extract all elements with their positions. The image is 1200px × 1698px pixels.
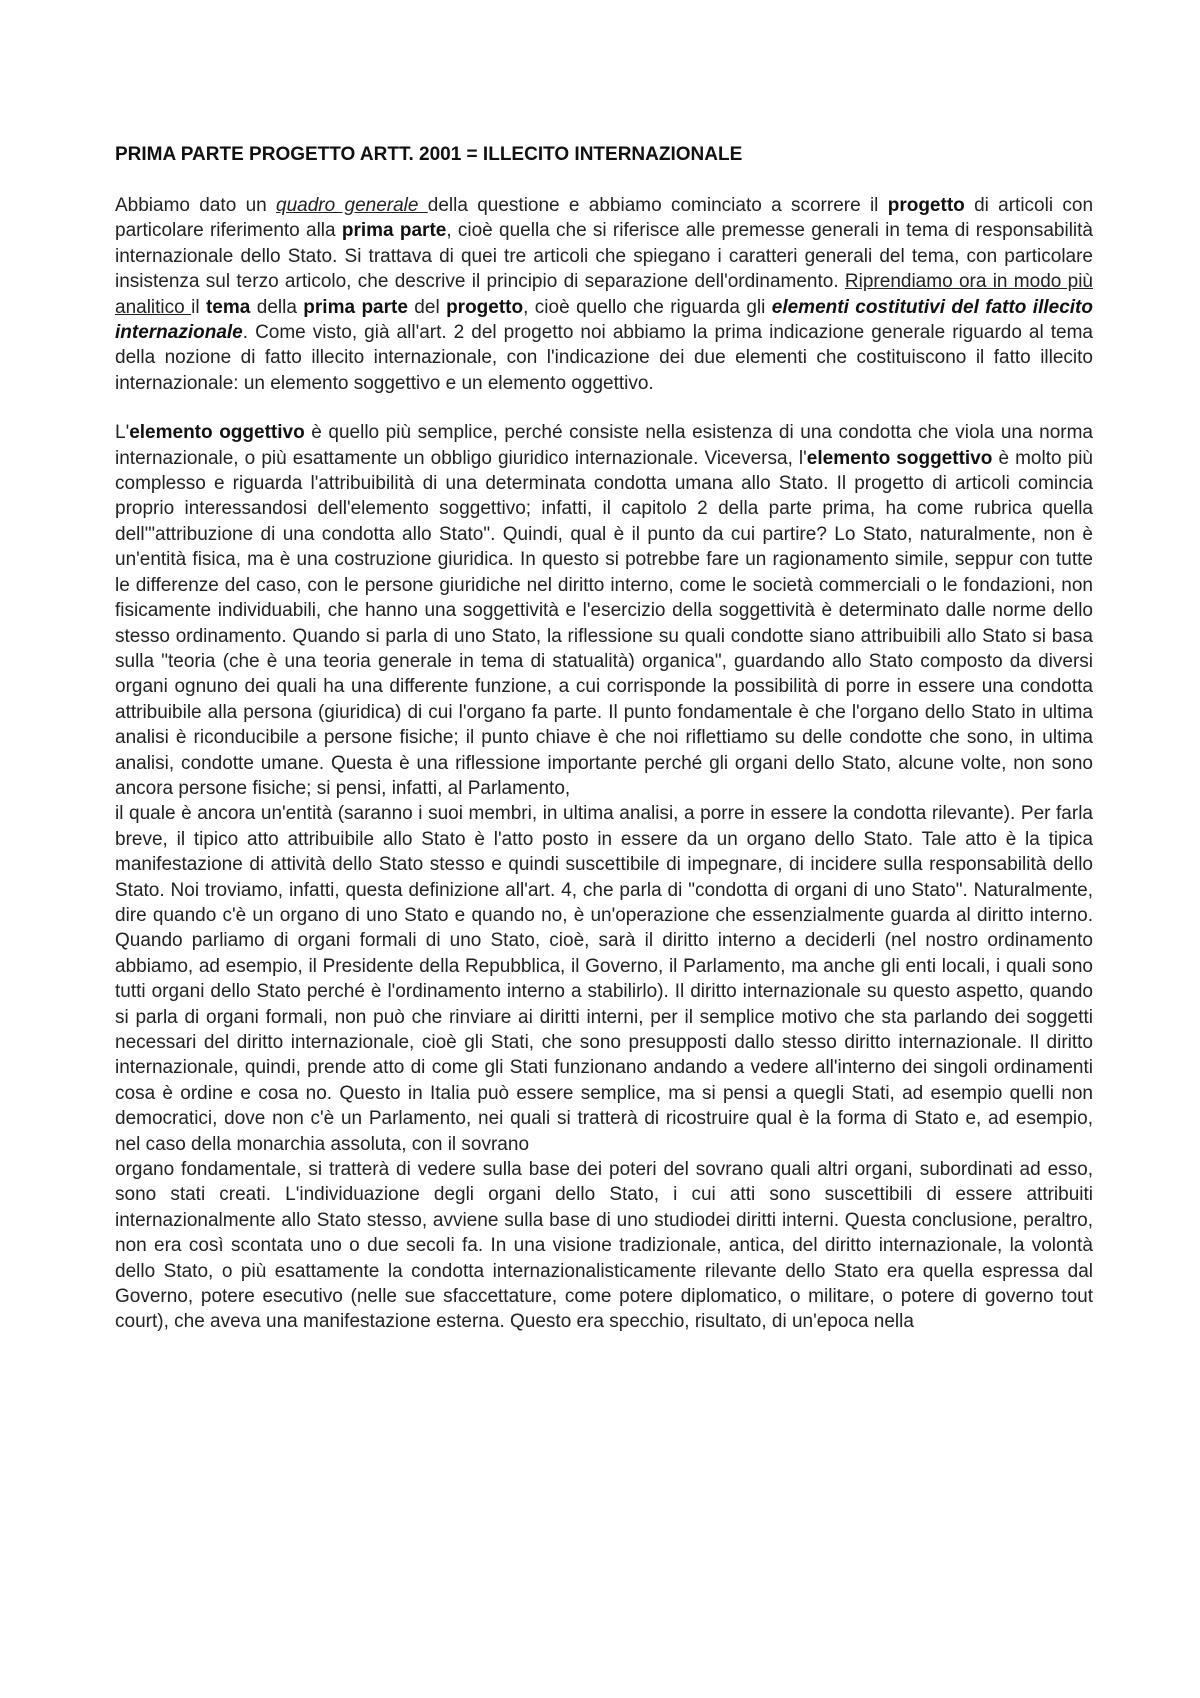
text-segment: prima parte (303, 296, 408, 318)
text-segment: è quello più semplice, perché consiste nella esistenza di una condotta che viola una norma internazionale, o più esattamente un obbligo giuridico internazionale. Viceversa, l' (115, 422, 1093, 469)
text-segment: della questione e abbiamo cominciato a scorrere il (427, 195, 888, 216)
paragraph-3 (115, 801, 1093, 1157)
text-segment: Riprendiamo ora in modo più analitico (115, 271, 1094, 318)
text-segment: tema (205, 296, 251, 318)
text-segment: organo fondamentale, si tratterà di vedere sulla base dei poteri del sovrano quali altri organi, subordinati ad esso, sono stati creati. L'individuazione degli organi dello Stato, i cui atti sono suscettibili di essere attribuiti internazionalmente allo Stato stesso, avviene sulla base di uno studiodei diritti interni. Questa conclusione, peraltro, non era così scontata uno o due secoli fa. In una visione tradizionale, antica, del diritto internazionale, la volontà dello Stato, o più esattamente la condotta internazionalisticamente rilevante dello Stato era quella espressa dal Governo, potere esecutivo (nelle sue sfaccettature, come potere diplomatico, o militare, o potere di governo tout court), che aveva una manifestazione esterna. Questo era specchio, risultato, di un'epoca nella (115, 1159, 1093, 1333)
text-segment: , cioè quella che si riferisce alle premesse generali in tema di responsabilità internazionale dello Stato. Si trattava di quei tre articoli che spiegano i caratteri generali del tema, con particolare insistenza sul terzo articolo, che descrive il principio di separazione dell'ordinamento. (115, 220, 1093, 293)
text-segment: il quale è ancora un'entità (saranno i suoi membri, in ultima analisi, a porre in essere la condotta rilevante). Per farla breve, il tipico atto attribuibile allo Stato è l'atto posto in essere da un organo dello Stato. Tale atto è la tipica manifestazione di attività dello Stato stesso e quindi suscettibile di impegnare, di incidere sulla responsabilità dello Stato. Noi troviamo, infatti, questa definizione all'art. 4, che parla di "condotta di organi di uno Stato". Naturalmente, dire quando c'è un organo di uno Stato e quando no, è un'operazione che essenzialmente guarda al diritto interno. Quando parliamo di organi formali di uno Stato, cioè, sarà il diritto interno a deciderli (nel nostro ordinamento abbiamo, ad esempio, il Presidente della Repubblica, il Governo, il Parlamento, ma anche gli enti locali, i quali sono tutti organi dello Stato perché è l'ordinamento interno a stabilirlo). Il diritto internazionale su questo aspetto, quando si parla di organi formali, non può che rinviare ai diritti interni, per il semplice motivo che sta parlando dei soggetti necessari del diritto internazionale, cioè gli Stati, che sono presupposti dallo stesso diritto internazionale. Il diritto internazionale, quindi, prende atto di come gli Stati funzionano andando a vedere all'interno dei singoli ordinamenti cosa è ordine e cosa no. Questo in Italia può essere semplice, ma si pensi a quegli Stati, ad esempio quelli non democratici, dove non c'è un Parlamento, nei quali si tratterà di ricostruire qual è la forma di Stato e, ad esempio, nel caso della monarchia assoluta, con il sovrano (115, 803, 1093, 1155)
document-body (115, 142, 1093, 1335)
text-segment: Abbiamo dato un (115, 195, 277, 216)
text-segment: quadro generale (276, 195, 428, 216)
text-segment: il (191, 296, 206, 318)
text-segment: . Come visto, già all'art. 2 del progetto noi abbiamo la prima indicazione generale riguardo al tema della nozione di fatto illecito internazionale, con l'indicazione dei due elementi che costituiscono il fatto illecito internazionale: un elemento soggettivo e un elemento oggettivo. (115, 322, 1093, 394)
paragraph-1 (115, 193, 1093, 396)
text-segment: elemento oggettivo (129, 422, 305, 444)
text-segment: di articoli con particolare riferimento alla (115, 195, 1094, 242)
text-segment: progetto (887, 195, 965, 216)
text-segment: progetto (446, 296, 524, 318)
text-segment: elementi costitutivi del fatto illecito internazionale (115, 296, 1093, 344)
paragraph-2 (115, 420, 1093, 801)
text-segment: , cioè quello che riguarda gli (523, 296, 772, 318)
paragraph-4 (115, 1157, 1093, 1335)
text-segment: prima parte (341, 220, 447, 242)
document-title: PRIMA PARTE PROGETTO ARTT. 2001 = ILLECITO INTERNAZIONALE (115, 144, 743, 165)
text-segment: L' (115, 422, 130, 444)
text-segment: della (250, 296, 304, 318)
text-segment: è molto più complesso e riguarda l'attribuibilità di una determinata condotta umana allo Stato. Il progetto di articoli comincia proprio interessandosi dell'elemento soggettivo; infatti, il capitolo 2 della parte prima, ha come rubrica quella dell'"attribuzione di una condotta allo Stato". Quindi, qual è il punto da cui partire? Lo Stato, naturalmente, non è un'entità fisica, ma è una costruzione giuridica. In questo si potrebbe fare un ragionamento simile, seppur con tutte le differenze del caso, con le persone giuridiche nel diritto interno, come le società commerciali o le fondazioni, non fisicamente individuabili, che hanno una soggettività e l'esercizio della soggettività è determinato dalle norme dello stesso ordinamento. Quando si parla di uno Stato, la riflessione su quali condotte siano attribuibili allo Stato si basa sulla "teoria (che è una teoria generale in tema di statualità) organica", guardando allo Stato composto da diversi organi ognuno dei quali ha una differente funzione, a cui corrisponde la possibilità di porre in essere una condotta attribuibile alla persona (giuridica) di cui l'organo fa parte. Il punto fondamentale è che l'organo dello Stato in ultima analisi è riconducibile a persone fisiche; il punto chiave è che noi riflettiamo su delle condotte che sono, in ultima analisi, condotte umane. Questa è una riflessione importante perché gli organi dello Stato, alcune volte, non sono ancora persone fisiche; si pensi, infatti, al Parlamento, (115, 447, 1093, 799)
text-segment: del (407, 296, 447, 318)
text-segment: elemento soggettivo (806, 447, 993, 469)
